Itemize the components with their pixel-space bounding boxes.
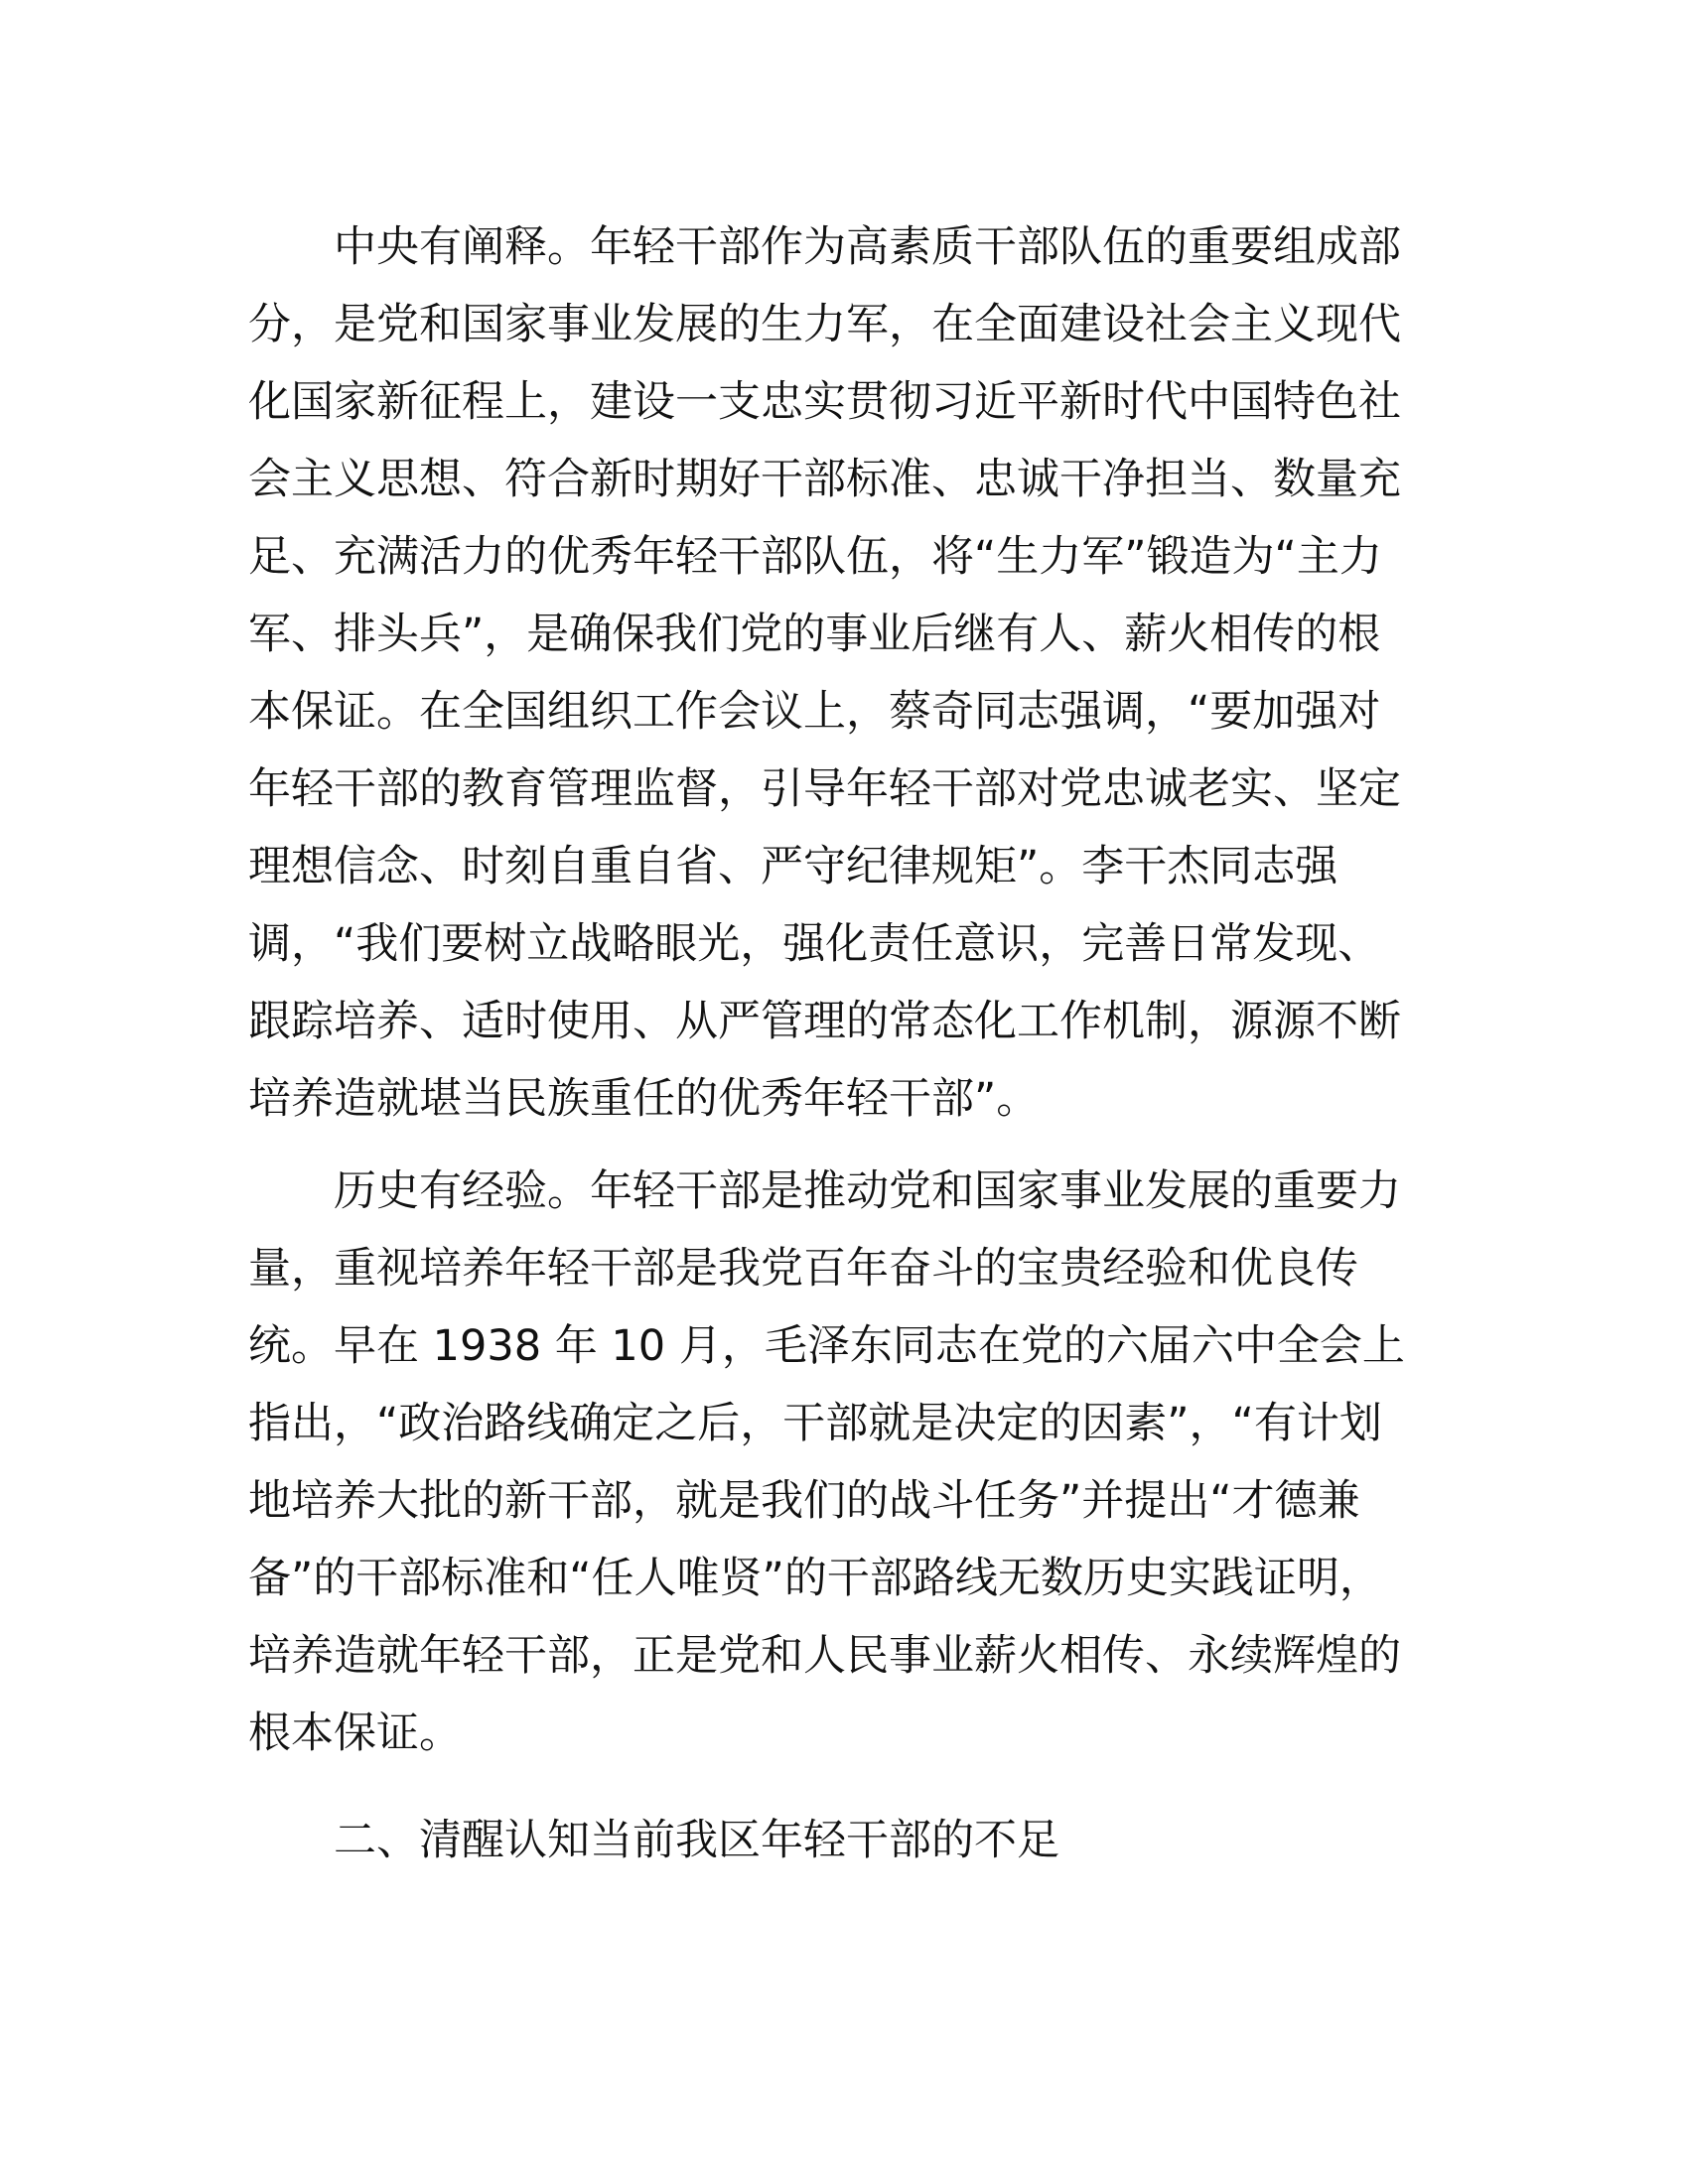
paragraph-line: 分，是党和国家事业发展的生力军，在全面建设社会主义现代 bbox=[248, 300, 1401, 349]
paragraph-line: 培养造就堪当民族重任的优秀年轻干部”。 bbox=[248, 1074, 1040, 1124]
paragraph-line: 中央有阐释。年轻干部作为高素质干部队伍的重要组成部 bbox=[334, 222, 1401, 272]
paragraph-line: 足、充满活力的优秀年轻干部队伍，将“生力军”锻造为“主力 bbox=[248, 532, 1382, 582]
paragraph-line: 统。早在 1938 年 10 月，毛泽东同志在党的六届六中全会上 bbox=[248, 1321, 1405, 1371]
paragraph-line: 备”的干部标准和“任人唯贤”的干部路线无数历史实践证明， bbox=[248, 1554, 1382, 1603]
section-heading: 二、清醒认知当前我区年轻干部的不足 bbox=[334, 1816, 1059, 1865]
paragraph-central-interpretation bbox=[248, 208, 1440, 1138]
document-body bbox=[248, 208, 1440, 1879]
paragraph-line: 年轻干部的教育管理监督，引导年轻干部对党忠诚老实、坚定 bbox=[248, 764, 1401, 814]
paragraph-line: 会主义思想、符合新时期好干部标准、忠诚干净担当、数量充 bbox=[248, 455, 1401, 504]
paragraph-line: 调，“我们要树立战略眼光，强化责任意识，完善日常发现、 bbox=[248, 919, 1381, 969]
paragraph-line: 地培养大批的新干部，就是我们的战斗任务”并提出“才德兼 bbox=[248, 1476, 1360, 1526]
paragraph-line: 指出，“政治路线确定之后，干部就是决定的因素”，“有计划 bbox=[248, 1399, 1382, 1448]
paragraph-line: 根本保证。 bbox=[248, 1708, 462, 1758]
paragraph-line: 军、排头兵”，是确保我们党的事业后继有人、薪火相传的根 bbox=[248, 610, 1381, 659]
paragraph-line: 跟踪培养、适时使用、从严管理的常态化工作机制，源源不断 bbox=[248, 997, 1401, 1046]
heading-spacer bbox=[248, 1772, 1440, 1802]
paragraph-line: 培养造就年轻干部，正是党和人民事业薪火相传、永续辉煌的 bbox=[248, 1631, 1401, 1681]
paragraph-historical-experience bbox=[248, 1153, 1440, 1772]
paragraph-line: 理想信念、时刻自重自省、严守纪律规矩”。李干杰同志强 bbox=[248, 842, 1338, 891]
paragraph-line: 本保证。在全国组织工作会议上，蔡奇同志强调，“要加强对 bbox=[248, 687, 1381, 737]
paragraph-line: 历史有经验。年轻干部是推动党和国家事业发展的重要力 bbox=[334, 1166, 1401, 1216]
paragraph-line: 化国家新征程上，建设一支忠实贯彻习近平新时代中国特色社 bbox=[248, 377, 1401, 427]
paragraph-spacer bbox=[248, 1138, 1440, 1153]
paragraph-line: 量，重视培养年轻干部是我党百年奋斗的宝贵经验和优良传 bbox=[248, 1244, 1358, 1294]
